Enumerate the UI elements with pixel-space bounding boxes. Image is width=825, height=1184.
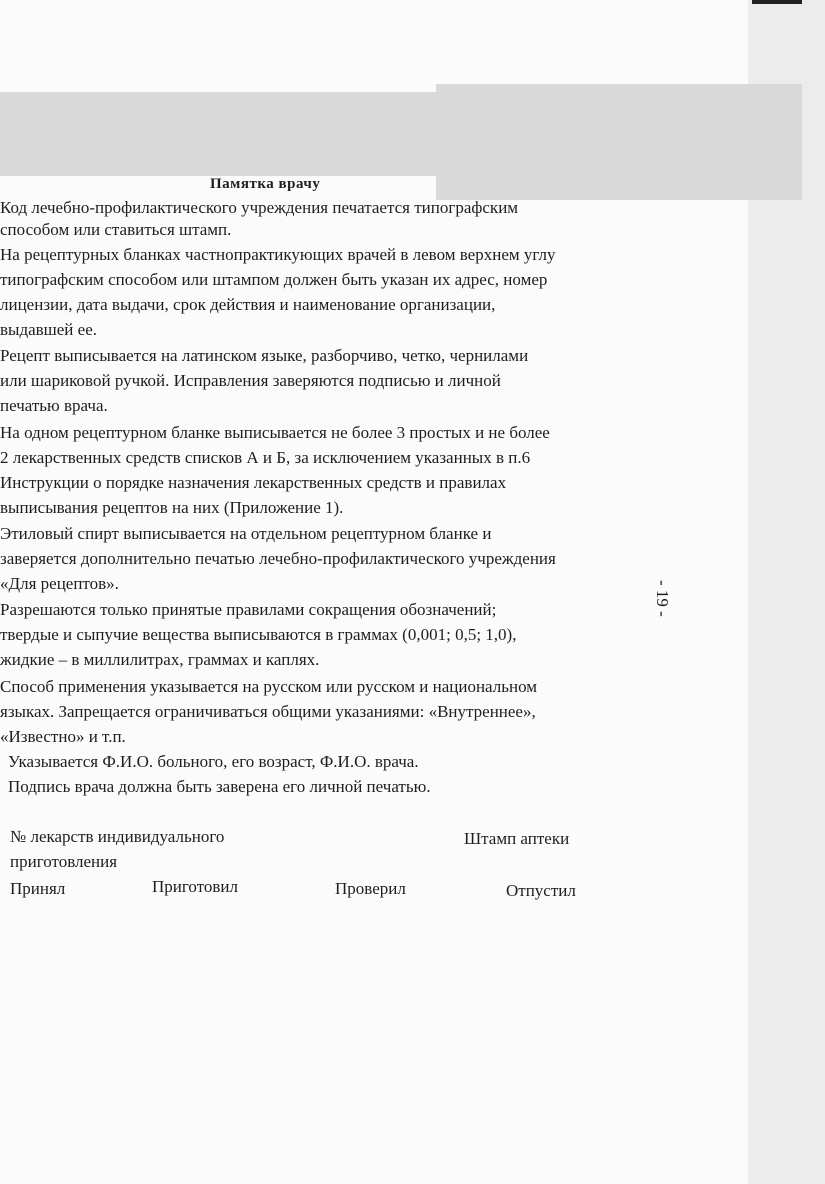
- text-line: «Для рецептов».: [0, 574, 119, 593]
- redaction-block: [0, 92, 436, 176]
- document-title: Памятка врачу: [210, 176, 321, 192]
- text-line: жидкие – в миллилитрах, граммах и каплях.: [0, 650, 320, 669]
- text-line: заверяется дополнительно печатью лечебно-профилактического учреждения: [0, 549, 556, 568]
- prepared-label: Приготовил: [152, 877, 239, 896]
- text-line: Этиловый спирт выписывается на отдельном рецептурном бланке и: [0, 524, 492, 543]
- accepted-label: Принял: [10, 879, 66, 898]
- text-line: «Известно» и т.п.: [0, 727, 126, 746]
- text-line: лицензии, дата выдачи, срок действия и наименование организации,: [0, 295, 496, 314]
- text-line: Подпись врача должна быть заверена его личной печатью.: [8, 777, 431, 796]
- text-line: Рецепт выписывается на латинском языке, разборчиво, четко, чернилами: [0, 346, 529, 365]
- text-line: типографским способом или штампом должен быть указан их адрес, номер: [0, 270, 548, 289]
- text-line: Код лечебно-профилактического учреждения печатается типографским: [0, 198, 519, 217]
- drug-number-label: № лекарств индивидуального: [10, 827, 225, 846]
- checked-label: Проверил: [335, 879, 406, 898]
- text-line: твердые и сыпучие вещества выписываются в граммах (0,001; 0,5; 1,0),: [0, 625, 517, 644]
- text-line: Способ применения указывается на русском или русском и национальном: [0, 677, 538, 696]
- text-line: 2 лекарственных средств списков А и Б, за исключением указанных в п.6: [0, 448, 531, 467]
- text-line: выписывания рецептов на них (Приложение 1).: [0, 498, 344, 517]
- drug-number-label-cont: приготовления: [10, 852, 118, 871]
- text-line: Инструкции о порядке назначения лекарственных средств и правилах: [0, 473, 507, 492]
- text-line: языках. Запрещается ограничиваться общими указаниями: «Внутреннее»,: [0, 702, 536, 721]
- text-line: печатью врача.: [0, 396, 108, 415]
- page-number: - 19 -: [653, 580, 672, 617]
- redaction-block: [436, 84, 802, 200]
- text-line: способом или ставиться штамп.: [0, 220, 232, 239]
- text-line: На одном рецептурном бланке выписывается не более 3 простых и не более: [0, 423, 550, 442]
- scan-edge-mark: [752, 0, 802, 4]
- text-line: выдавшей ее.: [0, 320, 97, 339]
- text-line: Указывается Ф.И.О. больного, его возраст, Ф.И.О. врача.: [8, 752, 419, 771]
- text-line: Разрешаются только принятые правилами сокращения обозначений;: [0, 600, 497, 619]
- dispensed-label: Отпустил: [506, 881, 576, 900]
- text-line: На рецептурных бланках частнопрактикующих врачей в левом верхнем углу: [0, 245, 556, 264]
- pharmacy-stamp-label: Штамп аптеки: [464, 829, 570, 848]
- text-line: или шариковой ручкой. Исправления заверяются подписью и личной: [0, 371, 501, 390]
